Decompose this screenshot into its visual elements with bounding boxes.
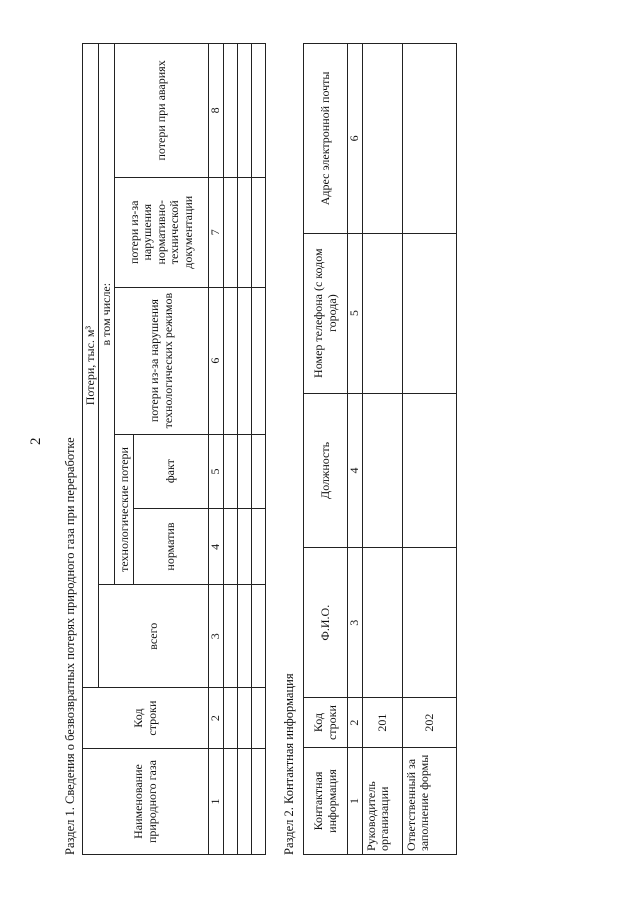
header-norm: норматив (134, 508, 208, 585)
contact-header-phone: Номер телефона (с кодом города) (304, 233, 348, 393)
contact-header-fio: Ф.И.О. (304, 548, 348, 698)
table-row (238, 44, 252, 855)
colnum-5: 5 (209, 434, 224, 509)
header-norm-doc: потери из-за нарушения нормативно-технической документации (115, 177, 209, 287)
contact-row-head (363, 44, 403, 855)
contact-colnum-3: 3 (348, 548, 363, 698)
section1-title: Раздел 1. Сведения о безвозвратных потерях природного газа при переработке (63, 437, 77, 855)
contact-row-responsible (403, 44, 457, 855)
colnum-7: 7 (209, 177, 224, 287)
header-accidents: потери при авариях (115, 44, 209, 178)
section2-title: Раздел 2. Контактная информация (282, 673, 296, 855)
header-tech-losses: технологические потери (115, 435, 134, 585)
header-code: Код строки (83, 688, 209, 749)
contact-colnum-6: 6 (348, 44, 363, 234)
colnum-2: 2 (209, 688, 224, 749)
contact-colnum-2: 2 (348, 698, 363, 748)
contact-colnum-5: 5 (348, 233, 363, 393)
contact-row-code: 202 (403, 698, 457, 748)
contact-header-position: Должность (304, 393, 348, 548)
contact-header-email: Адрес электронной почты (304, 44, 348, 234)
contact-row-label: Ответственный за заполнение формы (403, 748, 457, 855)
table-row (252, 44, 266, 855)
losses-table (82, 43, 266, 855)
header-tech-regime: потери из-за нарушения технологических режимов (115, 287, 209, 434)
contact-table (303, 43, 457, 855)
page-number: 2 (28, 437, 44, 445)
contact-colnum-4: 4 (348, 393, 363, 548)
colnum-8: 8 (209, 44, 224, 178)
header-fact: факт (163, 459, 178, 484)
table-row (224, 44, 238, 855)
contact-header-info: Контактная информация (304, 748, 348, 855)
colnum-6: 6 (209, 287, 224, 434)
contact-row-code: 201 (363, 698, 403, 748)
contact-colnum-1: 1 (348, 748, 363, 855)
header-name: Наименование природного газа (83, 749, 209, 855)
header-total: всего (99, 585, 209, 688)
colnum-1: 1 (209, 749, 224, 855)
colnum-4: 4 (209, 509, 224, 585)
header-losses: Потери, тыс. м³ (83, 44, 99, 688)
contact-row-label: Руководитель организации (363, 748, 403, 855)
header-including: в том числе: (99, 44, 115, 585)
colnum-3: 3 (209, 585, 224, 688)
contact-header-code: Код строки (304, 698, 348, 748)
